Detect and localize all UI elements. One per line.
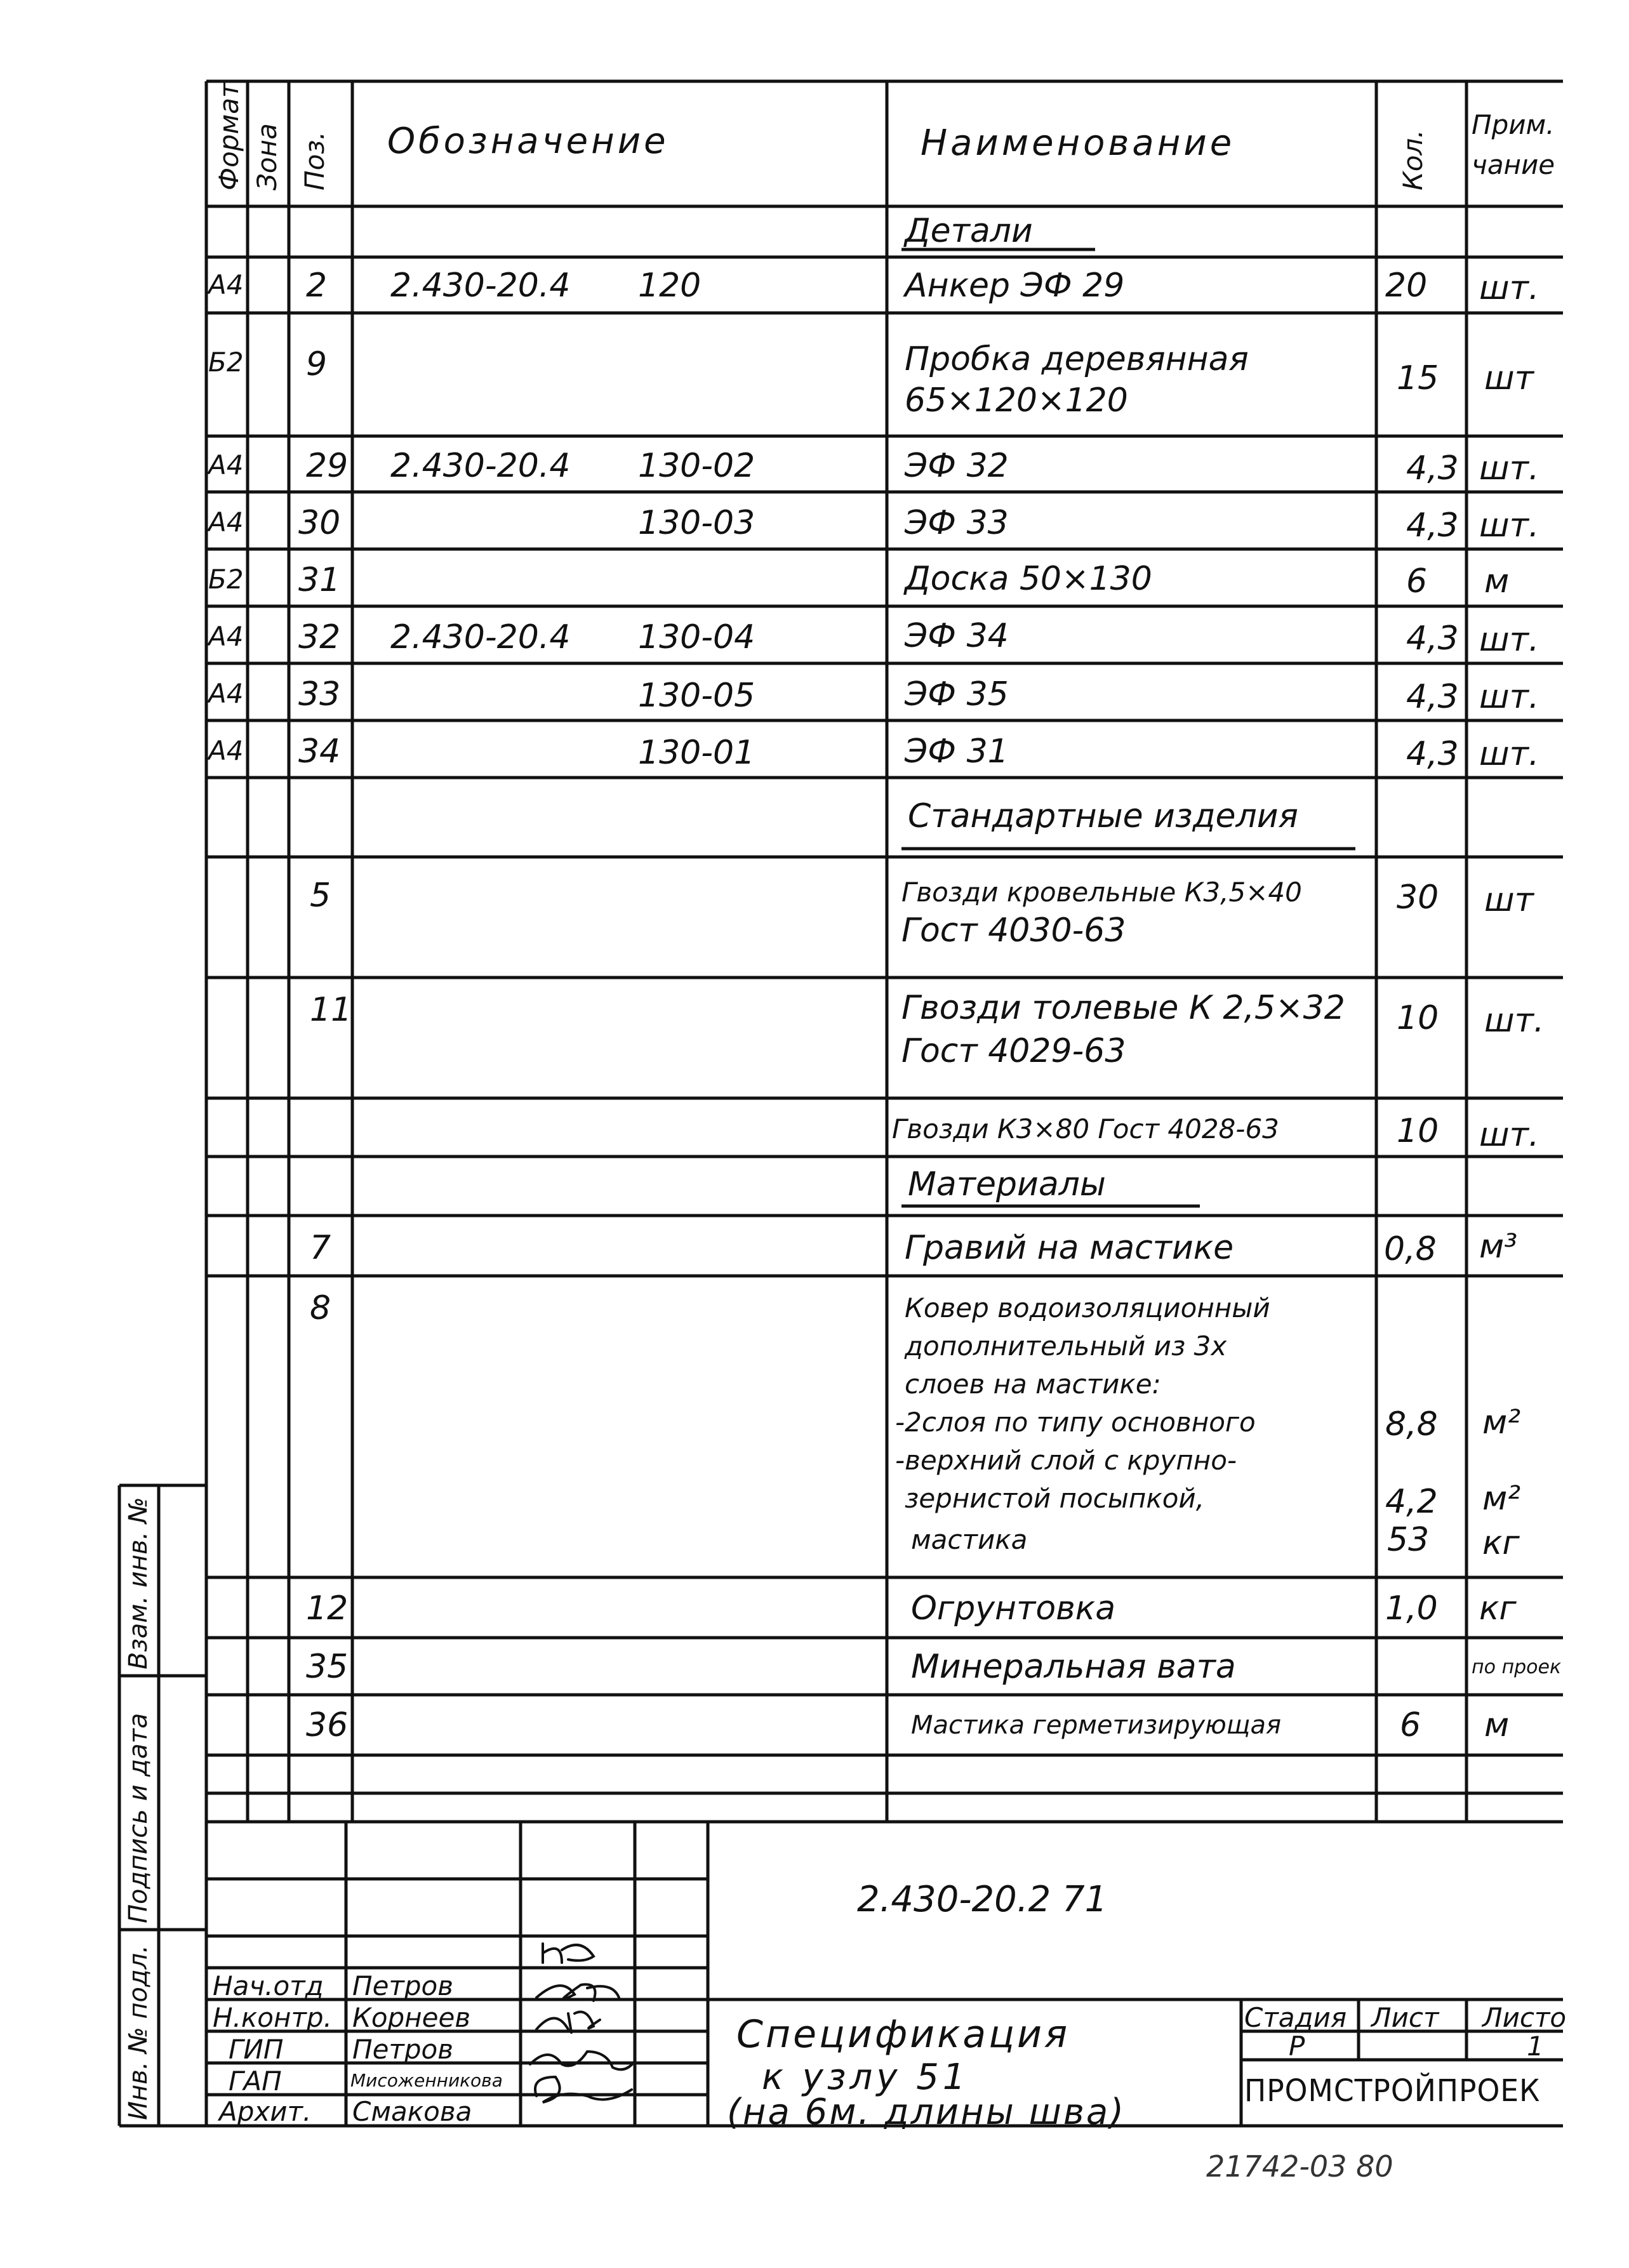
row-pos: 30 xyxy=(298,504,341,542)
document-code: 2.430-20.2 71 xyxy=(857,1879,1108,1920)
row-note: шт. xyxy=(1484,1002,1545,1040)
sheets-label: Листо xyxy=(1482,2002,1567,2033)
row-note: м² xyxy=(1482,1403,1521,1442)
row-qty: 53 xyxy=(1387,1521,1430,1559)
header-designation: Обозначение xyxy=(387,121,669,162)
organization: ПРОМСТРОЙПРОЕК xyxy=(1244,2073,1541,2109)
row-note: шт xyxy=(1484,359,1534,397)
row-qty: 6 xyxy=(1406,562,1428,600)
row-format: А4 xyxy=(208,735,244,766)
role-label: ГИП xyxy=(229,2034,284,2065)
stamp-sign-date: Подпись и дата xyxy=(124,1713,153,1923)
row-designation: 2.430-20.4 xyxy=(390,267,571,305)
row-note: шт. xyxy=(1479,1116,1539,1154)
row-name: ЭФ 31 xyxy=(905,733,1009,771)
row-qty: 0,8 xyxy=(1384,1230,1437,1268)
row-note: шт. xyxy=(1479,678,1539,716)
row-format: А4 xyxy=(208,507,244,538)
row-note: кг xyxy=(1479,1589,1517,1628)
row-note: шт. xyxy=(1479,621,1539,659)
row-note: шт xyxy=(1484,881,1534,919)
row-name: ЭФ 32 xyxy=(905,447,1009,485)
archive-number: 21742-03 80 xyxy=(1206,2149,1393,2184)
row-note: шт. xyxy=(1479,449,1539,487)
row-name: Гвозди толевые К 2,5×32 xyxy=(901,989,1345,1027)
row-name-line: мастика xyxy=(911,1524,1028,1555)
row-qty: 4,3 xyxy=(1406,507,1459,545)
row-pos: 5 xyxy=(310,877,331,915)
row-note: м xyxy=(1484,562,1510,600)
row-designation-suffix: 130-02 xyxy=(638,447,755,485)
row-name: Огрунтовка xyxy=(911,1589,1116,1628)
stamp-inv-replaced: Взам. инв. № xyxy=(124,1497,153,1669)
role-label: Н.контр. xyxy=(213,2002,332,2033)
row-qty: 4,3 xyxy=(1406,678,1459,716)
row-note: шт. xyxy=(1479,269,1539,307)
row-name-line2: Гост 4029-63 xyxy=(901,1032,1126,1070)
row-qty: 6 xyxy=(1400,1706,1421,1744)
row-name: Пробка деревянная xyxy=(905,340,1249,378)
header-format: Формат xyxy=(213,82,244,190)
role-name: Корнеев xyxy=(352,2002,471,2033)
row-qty: 4,2 xyxy=(1385,1483,1438,1521)
row-designation-suffix: 120 xyxy=(638,267,701,305)
row-note: м xyxy=(1484,1706,1510,1744)
row-designation-suffix: 130-03 xyxy=(638,504,755,542)
row-pos: 32 xyxy=(298,618,341,656)
row-note: м² xyxy=(1482,1480,1521,1518)
row-name-line: дополнительный из 3х xyxy=(905,1330,1227,1362)
title-line1: Спецификация xyxy=(736,2012,1070,2057)
row-pos: 34 xyxy=(298,733,341,771)
row-qty: 8,8 xyxy=(1385,1405,1438,1443)
row-format: А4 xyxy=(208,621,244,652)
row-qty: 4,3 xyxy=(1406,620,1459,658)
section-materials: Материалы xyxy=(908,1165,1106,1204)
header-qty: Кол. xyxy=(1397,129,1428,190)
header-zone: Зона xyxy=(251,123,283,190)
row-qty: 10 xyxy=(1397,1112,1439,1150)
row-pos: 33 xyxy=(298,675,341,713)
row-qty: 10 xyxy=(1397,999,1439,1037)
row-pos: 36 xyxy=(306,1706,349,1744)
row-note: по проек xyxy=(1472,1656,1562,1678)
role-label: ГАП xyxy=(229,2066,282,2097)
row-pos: 9 xyxy=(306,345,328,383)
row-designation: 2.430-20.4 xyxy=(390,618,571,656)
sheet-label: Лист xyxy=(1371,2002,1439,2033)
row-name-line: зернистой посыпкой, xyxy=(905,1483,1205,1514)
header-note: Прим. чание xyxy=(1472,109,1555,180)
row-format: А4 xyxy=(208,449,244,481)
row-name: Минеральная вата xyxy=(911,1648,1236,1686)
section-standard-items: Стандартные изделия xyxy=(908,797,1298,835)
row-name: Доска 50×130 xyxy=(905,560,1152,598)
row-qty: 30 xyxy=(1397,879,1439,917)
row-pos: 31 xyxy=(298,561,341,599)
row-designation-suffix: 130-01 xyxy=(638,734,755,772)
row-pos: 29 xyxy=(306,447,349,485)
row-name: ЭФ 35 xyxy=(905,675,1009,713)
header-name: Наименование xyxy=(921,123,1235,164)
row-name-line2: 65×120×120 xyxy=(905,381,1128,420)
row-note: кг xyxy=(1482,1524,1520,1562)
row-pos: 12 xyxy=(306,1589,349,1628)
row-pos: 2 xyxy=(306,267,328,305)
role-name: Мисоженникова xyxy=(350,2070,503,2091)
row-note: м³ xyxy=(1479,1228,1518,1266)
row-format: Б2 xyxy=(208,347,244,378)
stamp-inv-original: Инв. № подл. xyxy=(124,1945,153,2120)
row-name: ЭФ 34 xyxy=(905,617,1009,655)
header-pos: Поз. xyxy=(299,131,330,190)
row-pos: 8 xyxy=(310,1289,331,1327)
row-pos: 7 xyxy=(310,1229,331,1267)
row-format: А4 xyxy=(208,269,244,300)
row-note: шт. xyxy=(1479,735,1539,773)
title-line3: (на 6м. длины шва) xyxy=(727,2092,1126,2133)
row-designation-suffix: 130-04 xyxy=(638,618,755,656)
row-name: Мастика герметизирующая xyxy=(911,1711,1282,1740)
row-qty: 4,3 xyxy=(1406,735,1459,773)
row-name: Гвозди К3×80 Гост 4028-63 xyxy=(892,1113,1279,1144)
row-name: Анкер ЭФ 29 xyxy=(905,267,1125,305)
row-format: А4 xyxy=(208,678,244,709)
row-name-line2: Гост 4030-63 xyxy=(901,912,1126,950)
row-name: Гравий на мастике xyxy=(905,1229,1234,1267)
role-name: Петров xyxy=(352,2034,453,2065)
row-name-line: -2слоя по типу основного xyxy=(895,1407,1256,1438)
row-name-line: -верхний слой с крупно- xyxy=(895,1445,1237,1476)
row-designation-suffix: 130-05 xyxy=(638,677,755,715)
row-qty: 20 xyxy=(1385,267,1428,305)
role-name: Смакова xyxy=(352,2096,472,2127)
row-qty: 1,0 xyxy=(1385,1589,1438,1628)
signatures xyxy=(524,1937,638,2125)
row-designation: 2.430-20.4 xyxy=(390,447,571,485)
sheets-value: 1 xyxy=(1527,2031,1544,2062)
row-name: Гвозди кровельные К3,5×40 xyxy=(901,877,1302,908)
row-pos: 11 xyxy=(310,991,352,1029)
row-qty: 15 xyxy=(1397,359,1439,397)
row-name: ЭФ 33 xyxy=(905,504,1009,542)
role-label: Нач.отд xyxy=(213,1970,324,2001)
stage-value: Р xyxy=(1289,2031,1305,2062)
role-name: Петров xyxy=(352,1970,453,2001)
title-line2: к узлу 51 xyxy=(762,2057,969,2098)
section-parts: Детали xyxy=(905,212,1033,250)
row-name-line: слоев на мастике: xyxy=(905,1369,1161,1400)
row-pos: 35 xyxy=(306,1648,349,1686)
row-format: Б2 xyxy=(208,564,244,595)
role-label: Архит. xyxy=(219,2096,312,2127)
stage-label: Стадия xyxy=(1244,2002,1347,2033)
row-qty: 4,3 xyxy=(1406,449,1459,487)
row-name-line: Ковер водоизоляционный xyxy=(905,1292,1270,1323)
row-note: шт. xyxy=(1479,507,1539,545)
